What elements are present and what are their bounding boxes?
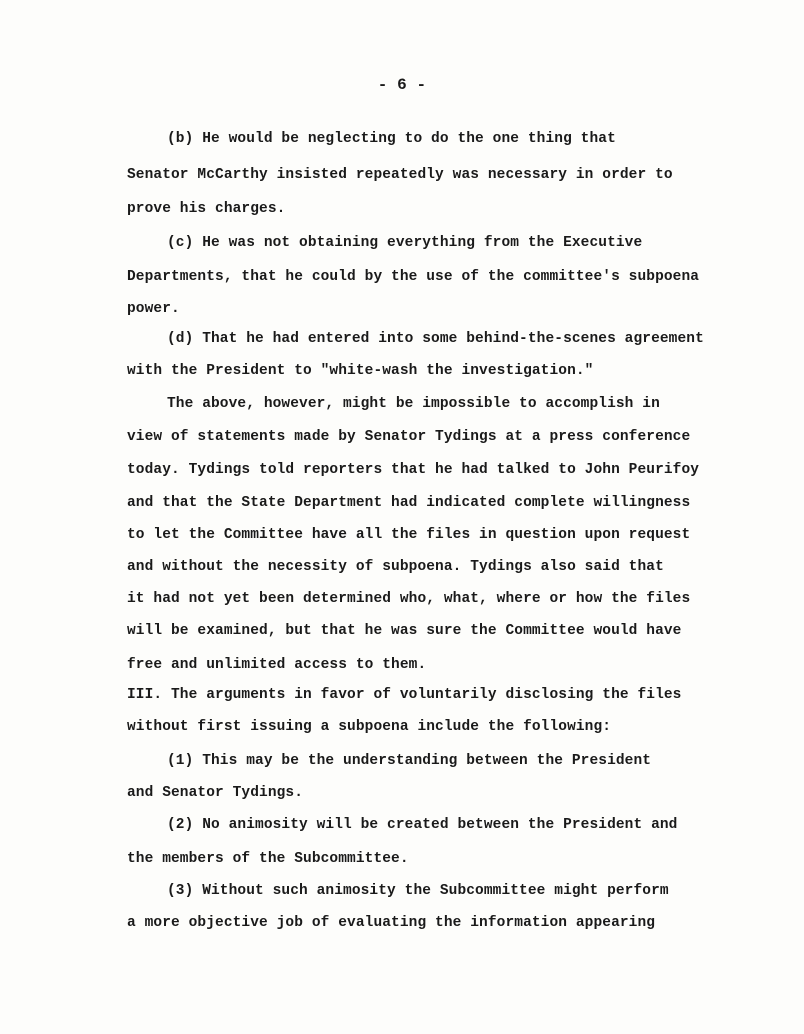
text-line: without first issuing a subpoena include the following: xyxy=(127,719,612,735)
text-line: (c) He was not obtaining everything from the Executive xyxy=(167,235,643,251)
text-line: and that the State Department had indicated complete willingness xyxy=(127,495,691,511)
text-line: it had not yet been determined who, what, where or how the files xyxy=(127,591,691,607)
text-line: (1) This may be the understanding between the President xyxy=(167,753,652,769)
text-line: (2) No animosity will be created between the President and xyxy=(167,817,678,833)
text-line: III. The arguments in favor of voluntarily disclosing the files xyxy=(127,687,682,703)
text-line: (3) Without such animosity the Subcommittee might perform xyxy=(167,883,669,899)
text-line: to let the Committee have all the files in question upon request xyxy=(127,527,691,543)
text-line: (d) That he had entered into some behind-the-scenes agreement xyxy=(167,331,704,347)
text-line: and without the necessity of subpoena. Tydings also said that xyxy=(127,559,664,575)
page-number: - 6 - xyxy=(377,76,427,94)
text-line: with the President to "white-wash the investigation." xyxy=(127,363,594,379)
text-line: Senator McCarthy insisted repeatedly was necessary in order to xyxy=(127,167,673,183)
text-line: the members of the Subcommittee. xyxy=(127,851,409,867)
text-line: The above, however, might be impossible to accomplish in xyxy=(167,396,660,412)
text-line: and Senator Tydings. xyxy=(127,785,304,801)
text-line: today. Tydings told reporters that he had talked to John Peurifoy xyxy=(127,462,700,478)
text-line: a more objective job of evaluating the information appearing xyxy=(127,915,656,931)
text-line: view of statements made by Senator Tydings at a press conference xyxy=(127,429,691,445)
text-line: (b) He would be neglecting to do the one thing that xyxy=(167,131,616,147)
text-line: prove his charges. xyxy=(127,201,286,217)
text-line: will be examined, but that he was sure the Committee would have xyxy=(127,623,682,639)
text-line: Departments, that he could by the use of the committee's subpoena xyxy=(127,269,700,285)
text-line: free and unlimited access to them. xyxy=(127,657,427,673)
text-line: power. xyxy=(127,301,180,317)
